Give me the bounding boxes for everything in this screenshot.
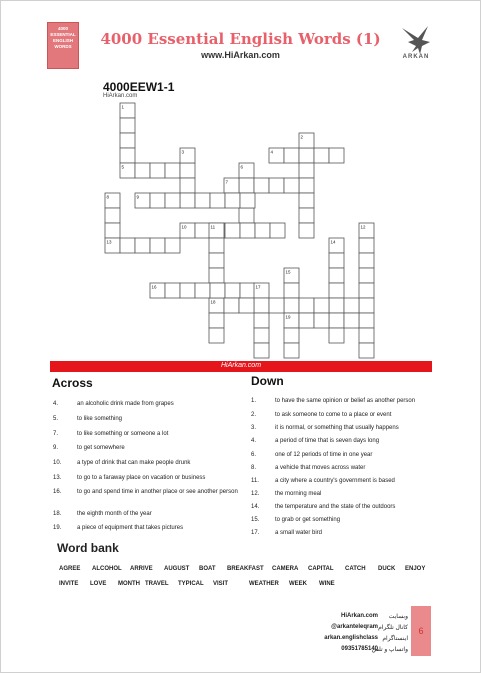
word-bank-item: INVITE (59, 581, 79, 587)
grid-cell[interactable] (359, 238, 374, 253)
grid-cell[interactable] (329, 313, 344, 328)
word-bank-item: ENJOY (405, 566, 426, 572)
grid-cell[interactable] (299, 208, 314, 223)
grid-cell[interactable] (150, 163, 165, 178)
grid-clue-number: 6 (240, 164, 244, 170)
grid-cell[interactable] (254, 343, 269, 358)
grid-cell[interactable] (135, 238, 150, 253)
footer-contact-value[interactable]: arkan.englishclass (324, 635, 378, 641)
grid-cell[interactable] (135, 163, 150, 178)
grid-cell[interactable] (105, 223, 120, 238)
grid-cell[interactable] (210, 193, 225, 208)
grid-cell[interactable] (195, 223, 210, 238)
across-title: Across (52, 376, 93, 390)
clue-text: an alcoholic drink made from grapes (77, 401, 174, 407)
clue-text: a period of time that is seven days long (275, 438, 380, 444)
grid-cell[interactable] (180, 193, 195, 208)
clue-text: to ask someone to come to a place or event (275, 412, 392, 418)
grid-cell[interactable] (344, 298, 359, 313)
grid-cell[interactable] (329, 268, 344, 283)
word-bank-item: ARRIVE (130, 566, 153, 572)
clue-number: 6. (251, 452, 257, 458)
grid-cell[interactable] (180, 283, 195, 298)
grid-cell[interactable] (224, 298, 239, 313)
grid-cell[interactable] (329, 298, 344, 313)
grid-cell[interactable] (225, 223, 240, 238)
grid-cell[interactable] (329, 283, 344, 298)
grid-cell[interactable] (284, 343, 299, 358)
clue-number: 16. (53, 489, 62, 495)
grid-cell[interactable] (255, 223, 270, 238)
grid-clue-number: 1 (121, 104, 125, 110)
clue-text: the temperature and the state of the outdoors (275, 504, 396, 510)
clue-number: 13. (53, 475, 62, 481)
grid-cell[interactable] (359, 313, 374, 328)
grid-cell[interactable] (254, 298, 269, 313)
grid-cell[interactable] (209, 238, 224, 253)
grid-cell[interactable] (239, 298, 254, 313)
grid-cell[interactable] (239, 208, 254, 223)
clue-text: the morning meal (275, 491, 322, 497)
header-title: 4000 Essential English Words (1) (100, 30, 381, 48)
grid-clue-number: 11 (210, 224, 216, 230)
grid-cell[interactable] (329, 148, 344, 163)
clue-text: to go and spend time in another place or see another person (77, 489, 238, 495)
clue-text: to get somewhere (77, 445, 125, 451)
grid-clue-number: 4 (270, 149, 274, 155)
clue-number: 17. (251, 530, 260, 536)
grid-cell[interactable] (284, 148, 299, 163)
grid-clue-number: 3 (181, 149, 185, 155)
clue-number: 12. (251, 491, 260, 497)
word-bank-item: ALCOHOL (92, 566, 122, 572)
grid-cell[interactable] (240, 283, 255, 298)
grid-clue-number: 18 (210, 299, 216, 305)
grid-cell[interactable] (105, 208, 120, 223)
grid-cell[interactable] (299, 148, 314, 163)
grid-cell[interactable] (225, 283, 240, 298)
grid-cell[interactable] (254, 313, 269, 328)
grid-cell[interactable] (299, 313, 314, 328)
brand-name: ARKAN (402, 54, 430, 60)
word-bank-item: AUGUST (164, 566, 190, 572)
grid-cell[interactable] (150, 238, 165, 253)
grid-clue-number: 17 (255, 284, 261, 290)
grid-cell[interactable] (240, 223, 255, 238)
clue-text: a small water bird (275, 530, 323, 536)
grid-cell[interactable] (209, 268, 224, 283)
grid-cell[interactable] (180, 163, 195, 178)
down-title: Down (251, 374, 284, 388)
grid-cell[interactable] (299, 223, 314, 238)
grid-cell[interactable] (150, 193, 165, 208)
grid-clue-number: 19 (285, 314, 291, 320)
grid-cell[interactable] (359, 298, 374, 313)
grid-clue-number: 5 (121, 164, 125, 170)
grid-cell[interactable] (180, 178, 195, 193)
word-bank-item: CAPITAL (308, 566, 334, 572)
clue-text: to like something or someone a lot (77, 431, 169, 437)
puzzle-title: 4000EEW1-1 (103, 80, 175, 94)
clue-text: a type of drink that can make people drunk (77, 460, 191, 466)
clue-number: 11. (251, 478, 259, 484)
footer-contact-label: کانال تلگرام (378, 625, 408, 631)
grid-cell[interactable] (314, 298, 329, 313)
grid-cell[interactable] (270, 223, 285, 238)
clue-text: the eighth month of the year (77, 511, 152, 517)
clue-text: a vehicle that moves across water (275, 465, 366, 471)
word-bank-item: AGREE (59, 566, 81, 572)
clue-text: to go to a faraway place on vacation or business (77, 475, 206, 481)
word-bank-item: TYPICAL (178, 581, 204, 587)
clue-text: it is normal, or something that usually happens (275, 425, 399, 431)
grid-cell[interactable] (120, 118, 135, 133)
word-bank-item: MONTH (118, 581, 140, 587)
grid-cell[interactable] (269, 298, 284, 313)
word-bank-item: WEEK (289, 581, 307, 587)
clue-text: to grab or get something (275, 517, 341, 523)
grid-clue-number: 10 (181, 224, 187, 230)
grid-cell[interactable] (359, 328, 374, 343)
footer-contact-label: واتساپ و تلفن (371, 647, 408, 653)
grid-cell[interactable] (314, 313, 329, 328)
grid-cell[interactable] (165, 193, 180, 208)
grid-clue-number: 16 (151, 284, 157, 290)
book-logo: 4000 ESSENTIAL ENGLISH WORDS (47, 22, 79, 69)
clue-number: 4. (251, 438, 257, 444)
grid-clue-number: 8 (106, 194, 110, 200)
grid-cell[interactable] (299, 193, 314, 208)
word-bank-item: WEATHER (249, 581, 279, 587)
puzzle-subtitle: HiArkan.com (103, 93, 138, 99)
grid-cell[interactable] (209, 313, 224, 328)
grid-cell[interactable] (284, 283, 299, 298)
clue-number: 19. (53, 525, 62, 531)
grid-cell[interactable] (254, 328, 269, 343)
grid-cell[interactable] (240, 193, 255, 208)
clue-number: 9. (53, 445, 59, 451)
grid-clue-number: 13 (106, 239, 112, 245)
grid-cell[interactable] (359, 268, 374, 283)
clue-text: a piece of equipment that takes pictures (77, 525, 184, 531)
grid-clue-number: 2 (300, 134, 304, 140)
grid-cell[interactable] (195, 193, 210, 208)
grid-cell[interactable] (299, 178, 314, 193)
grid-cell[interactable] (165, 163, 180, 178)
clue-number: 5. (53, 416, 59, 422)
grid-cell[interactable] (209, 253, 224, 268)
grid-clue-number: 15 (285, 269, 291, 275)
header-site[interactable]: www.HiArkan.com (201, 50, 280, 60)
word-bank-item: DUCK (378, 566, 396, 572)
grid-clue-number: 12 (360, 224, 366, 230)
grid-cell[interactable] (239, 178, 254, 193)
grid-cell[interactable] (195, 283, 210, 298)
clue-number: 15. (251, 517, 260, 523)
word-bank-item: BOAT (199, 566, 216, 572)
grid-cell[interactable] (299, 298, 314, 313)
grid-clue-number: 9 (136, 194, 140, 200)
footer-contact-label: اینستاگرام (382, 636, 408, 642)
grid-cell[interactable] (299, 163, 314, 178)
grid-cell[interactable] (209, 328, 224, 343)
grid-cell[interactable] (359, 253, 374, 268)
clue-number: 3. (251, 425, 257, 431)
grid-cell[interactable] (359, 343, 374, 358)
grid-cell[interactable] (254, 178, 269, 193)
footer-contact-label: وبسایت (388, 614, 408, 620)
word-bank-title: Word bank (57, 541, 119, 555)
clue-number: 7. (53, 431, 59, 437)
grid-cell[interactable] (314, 148, 329, 163)
grid-cell[interactable] (284, 298, 299, 313)
clue-number: 4. (53, 401, 59, 407)
word-bank-item: LOVE (90, 581, 107, 587)
footer-contact-value[interactable]: 09351785140 (341, 646, 378, 652)
grid-cell[interactable] (329, 253, 344, 268)
clue-text: to like something (77, 416, 123, 422)
grid-cell[interactable] (210, 283, 225, 298)
grid-cell[interactable] (120, 148, 135, 163)
grid-cell[interactable] (120, 133, 135, 148)
grid-cell[interactable] (165, 238, 180, 253)
clue-number: 8. (251, 465, 257, 471)
word-bank-item: CATCH (345, 566, 366, 572)
grid-cell[interactable] (359, 283, 374, 298)
word-bank-item: WINE (319, 581, 335, 587)
grid-cell[interactable] (120, 238, 135, 253)
clue-text: to have the same opinion or belief as another person (275, 398, 416, 404)
word-bank-item: TRAVEL (145, 581, 169, 587)
word-bank-item: BREAKFAST (227, 566, 264, 572)
clue-text: a city where a country's government is based (275, 478, 395, 484)
grid-cell[interactable] (284, 328, 299, 343)
grid-clue-number: 7 (225, 179, 229, 185)
clue-number: 2. (251, 412, 257, 418)
grid-cell[interactable] (344, 313, 359, 328)
footer-contact-value[interactable]: HiArkan.com (340, 613, 378, 619)
clue-number: 14. (251, 504, 260, 510)
grid-cell[interactable] (165, 283, 180, 298)
word-bank-item: VISIT (213, 581, 229, 587)
grid-clue-number: 14 (330, 239, 336, 245)
clue-number: 1. (251, 398, 257, 404)
site-banner: HiArkan.com (50, 361, 432, 372)
clue-number: 10. (53, 460, 62, 466)
grid-cell[interactable] (329, 328, 344, 343)
word-bank-item: CAMERA (272, 566, 299, 572)
grid-cell[interactable] (269, 178, 284, 193)
clue-number: 18. (53, 511, 62, 517)
clue-text: one of 12 periods of time in one year (275, 452, 373, 458)
page-number: 6 (411, 606, 431, 656)
grid-cell[interactable] (225, 193, 240, 208)
footer-contact-value[interactable]: @arkanteleqram (331, 624, 378, 630)
grid-cell[interactable] (284, 178, 299, 193)
